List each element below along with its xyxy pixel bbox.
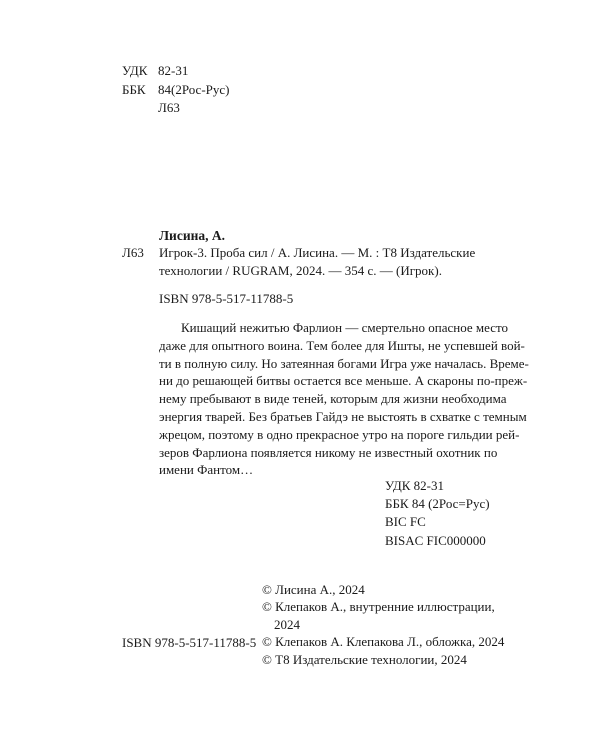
annotation-line: ти в полную силу. Но затеянная богами Игра уже началась. Време- xyxy=(159,355,529,371)
right-bisac: BISAC FIC000000 xyxy=(385,532,486,548)
right-bic: BIC FC xyxy=(385,514,426,530)
udk-label: УДК xyxy=(122,63,148,78)
annotation-line: нему пребывают в виде теней, которым для жизни необходима xyxy=(159,391,507,407)
catalog-author: Лисина, А. xyxy=(159,228,226,243)
bbk-value: 84(2Рос-Рус) xyxy=(158,81,230,97)
annotation-line: имени Фантом… xyxy=(159,462,254,478)
annotation-line: Кишащий нежитью Фарлион — смертельно опасное место xyxy=(181,320,508,335)
bottom-isbn: ISBN 978-5-517-11788-5 xyxy=(122,635,257,650)
annotation-line: энергия тварей. Без братьев Гайдэ не выстоять в схватке с темным xyxy=(159,408,527,424)
copyright-line: © Клепаков А. Клепакова Л., обложка, 2024 xyxy=(262,634,505,650)
annotation-line: жрецом, поэтому в одно прекрасное утро на пороге гильдии рей- xyxy=(159,426,520,442)
copyright-line: © Лисина А., 2024 xyxy=(262,582,365,597)
catalog-title-line-2: технологии / RUGRAM, 2024. — 354 с. — (Игрок). xyxy=(159,263,442,278)
annotation-line: даже для опытного воина. Тем более для Ишты, не успевшей вой- xyxy=(159,337,525,353)
right-udk: УДК 82-31 xyxy=(385,478,445,493)
right-classification-block xyxy=(385,477,490,550)
copyright-line: 2024 xyxy=(274,616,300,632)
author-mark: Л63 xyxy=(158,100,180,115)
copyright-line: © Клепаков А., внутренние иллюстрации, xyxy=(262,599,495,615)
annotation-paragraph xyxy=(159,319,529,479)
udk-value: 82-31 xyxy=(158,63,189,78)
catalog-title-line-1: Игрок-3. Проба сил / А. Лисина. — М. : Т8 Издательские xyxy=(159,245,476,260)
annotation-line: ни до решающей битвы остается все меньше. А скароны по-преж- xyxy=(159,373,528,389)
bbk-label: ББК xyxy=(122,81,146,97)
catalog-isbn: ISBN 978-5-517-11788-5 xyxy=(159,291,294,306)
right-bbk: ББК 84 (2Рос=Рус) xyxy=(385,496,490,512)
copyright-block xyxy=(262,581,504,668)
annotation-line: зеров Фарлиона появляется никому не известный охотник по xyxy=(159,444,498,460)
catalog-code: Л63 xyxy=(122,245,144,260)
copyright-line: © Т8 Издательские технологии, 2024 xyxy=(262,651,467,667)
